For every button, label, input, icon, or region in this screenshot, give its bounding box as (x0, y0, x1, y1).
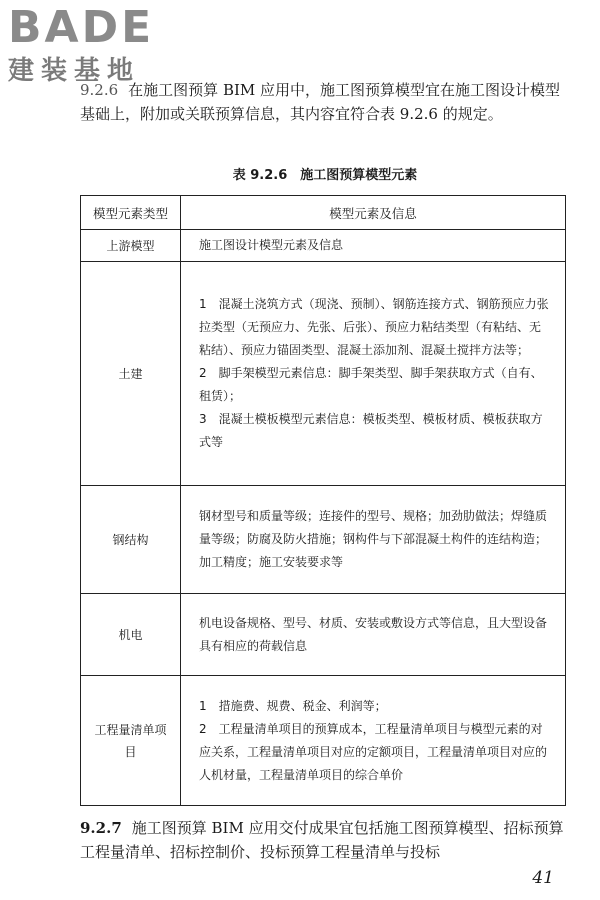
table-row (81, 230, 566, 262)
clause-9-2-6 (80, 78, 570, 126)
row-category: 工程量清单项目 (81, 676, 181, 806)
brand-logo (8, 4, 178, 86)
table-row (81, 594, 566, 676)
info-line: 1 混凝土浇筑方式（现浇、预制）、钢筋连接方式、钢筋预应力张拉类型（无预应力、先张、后张）、预应力粘结类型（有粘结、无粘结）、预应力锚固类型、混凝土添加剂、混凝土搅拌方法等； (199, 297, 549, 357)
clause-number: 9.2.7 (80, 819, 122, 837)
logo-brand-text: BADE (8, 2, 155, 53)
info-line: 2 脚手架模型元素信息：脚手架类型、脚手架获取方式（自有、租赁）； (199, 366, 543, 403)
header-category: 模型元素类型 (81, 196, 181, 230)
model-element-table (80, 195, 566, 806)
row-info (181, 486, 566, 594)
table-row (81, 262, 566, 486)
info-line: 3 混凝土模板模型元素信息：模板类型、模板材质、模板获取方式等 (199, 412, 543, 449)
row-category: 土建 (81, 262, 181, 486)
info-line: 2 工程量清单项目的预算成本，工程量清单项目与模型元素的对应关系，工程量清单项目对应的定额项目，工程量清单项目对应的人机材量，工程量清单项目的综合单价 (199, 721, 548, 782)
table-row (81, 486, 566, 594)
row-info (181, 230, 566, 262)
row-info (181, 262, 566, 486)
row-category: 钢结构 (81, 486, 181, 594)
row-category: 机电 (81, 594, 181, 676)
info-line: 钢材型号和质量等级；连接件的型号、规格；加劲肋做法；焊缝质量等级；防腐及防火措施；钢构件与下部混凝土构件的连结构造；加工精度；施工安装要求等 (199, 509, 548, 569)
header-info: 模型元素及信息 (181, 196, 566, 230)
clause-9-2-7 (80, 816, 570, 864)
table-row (81, 676, 566, 806)
info-line: 1 措施费、规费、税金、利润等； (199, 698, 387, 713)
page-number: 41 (532, 868, 554, 888)
info-line: 施工图设计模型元素及信息 (199, 238, 344, 252)
row-info (181, 594, 566, 676)
table-title: 表 9.2.6 施工图预算模型元素 (232, 168, 418, 183)
logo-subtitle: 建装基地 (8, 56, 141, 86)
row-category: 上游模型 (81, 230, 181, 262)
table-header-row (81, 196, 566, 230)
clause-text: 施工图预算 BIM 应用交付成果宜包括施工图预算模型、招标预算工程量清单、招标控制价、投标预算工程量清单与投标 (80, 819, 564, 861)
clause-number: 9.2.6 (80, 81, 119, 99)
row-info (181, 676, 566, 806)
info-line: 机电设备规格、型号、材质、安装或敷设方式等信息，且大型设备具有相应的荷载信息 (199, 615, 548, 653)
clause-text: 在施工图预算 BIM 应用中，施工图预算模型宜在施工图设计模型基础上，附加或关联预算信息，其内容宜符合表 9.2.6 的规定。 (80, 81, 561, 123)
